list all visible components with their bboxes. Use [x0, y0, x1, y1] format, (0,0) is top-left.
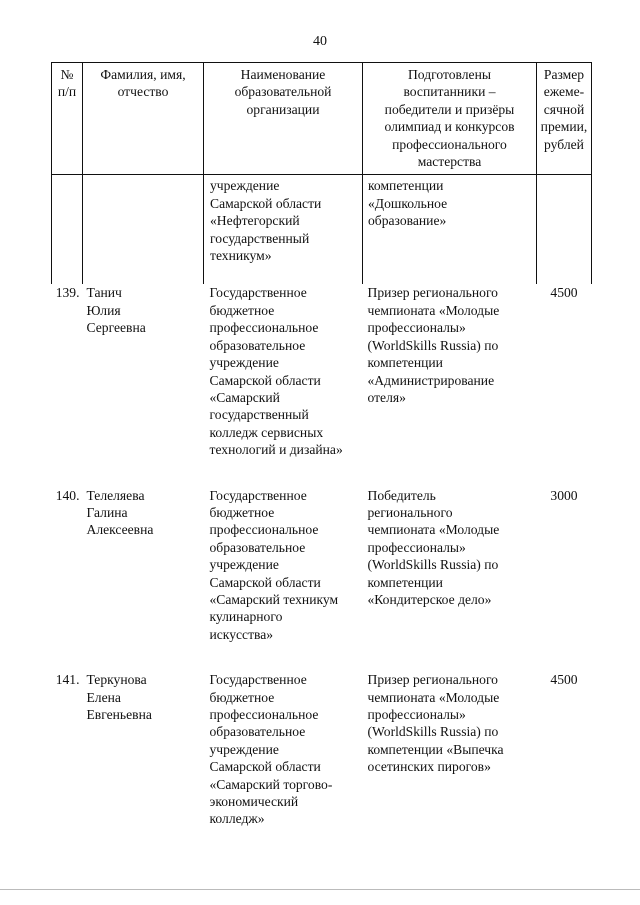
- continuation-achievement: компетенции «Дошкольное образование»: [363, 175, 537, 285]
- page-bottom-edge: [0, 889, 640, 890]
- header-organization: Наименование образовательной организации: [204, 63, 363, 175]
- header-full-name: Фамилия, имя, отчество: [83, 63, 204, 175]
- header-payment: Размер ежеме- сячной премии, рублей: [537, 63, 592, 175]
- row-surname: Телеляева: [86, 487, 145, 503]
- row-achievement: Победитель регионального чемпионата «Молодые профессионалы» (WorldSkills Russia) по компетенции «Кондитерское дело»: [367, 487, 500, 607]
- row-number: 139.: [55, 285, 80, 301]
- row-payment: 3000: [550, 487, 578, 503]
- continuation-row: [52, 175, 592, 285]
- row-first-name: Елена: [86, 689, 121, 705]
- row-number: 140.: [55, 487, 80, 503]
- continuation-name: [83, 175, 204, 285]
- row-first-name: Юлия: [86, 302, 121, 318]
- row-surname: Теркунова: [86, 672, 147, 688]
- table-header: [52, 63, 592, 175]
- header-achievement: Подготовлены воспитанники – победители и призёры олимпиад и конкурсов профессионального мастерства: [363, 63, 537, 175]
- row-patronymic: Сергеевна: [86, 320, 146, 336]
- row-achievement: Призер регионального чемпионата «Молодые профессионалы» (WorldSkills Russia) по компетенции «Выпечка осетинских пирогов»: [367, 672, 504, 775]
- row-full-name: [83, 487, 204, 672]
- table-row: [52, 284, 592, 486]
- table-row: [52, 487, 592, 672]
- row-surname: Танич: [86, 285, 122, 301]
- page-number: 40: [313, 34, 327, 49]
- table-row: [52, 671, 592, 856]
- row-payment: 4500: [550, 285, 578, 301]
- row-achievement: Призер регионального чемпионата «Молодые профессионалы» (WorldSkills Russia) по компетенции «Администрирование отеля»: [367, 285, 500, 405]
- row-organization: Государственное бюджетное профессиональное образовательное учреждение Самарской области «Самарский торгово- экономический колледж»: [209, 672, 333, 827]
- row-payment: 4500: [550, 672, 578, 688]
- continuation-number: [52, 175, 83, 285]
- row-first-name: Галина: [86, 504, 128, 520]
- continuation-organization: учреждение Самарской области «Нефтегорский государственный техникум»: [204, 175, 363, 285]
- awards-table: [51, 62, 592, 856]
- row-full-name: [83, 284, 204, 486]
- row-number: 141.: [55, 672, 80, 688]
- row-organization: Государственное бюджетное профессиональное образовательное учреждение Самарской области «Самарский государственный колледж сервисных технологий и дизайна»: [209, 285, 343, 458]
- row-full-name: [83, 671, 204, 856]
- row-organization: Государственное бюджетное профессиональное образовательное учреждение Самарской области «Самарский техникум кулинарного искусства»: [209, 487, 339, 642]
- continuation-payment: [537, 175, 592, 285]
- row-patronymic: Евгеньевна: [86, 707, 152, 722]
- header-number: № п/п: [52, 63, 83, 175]
- row-patronymic: Алексеевна: [86, 522, 154, 538]
